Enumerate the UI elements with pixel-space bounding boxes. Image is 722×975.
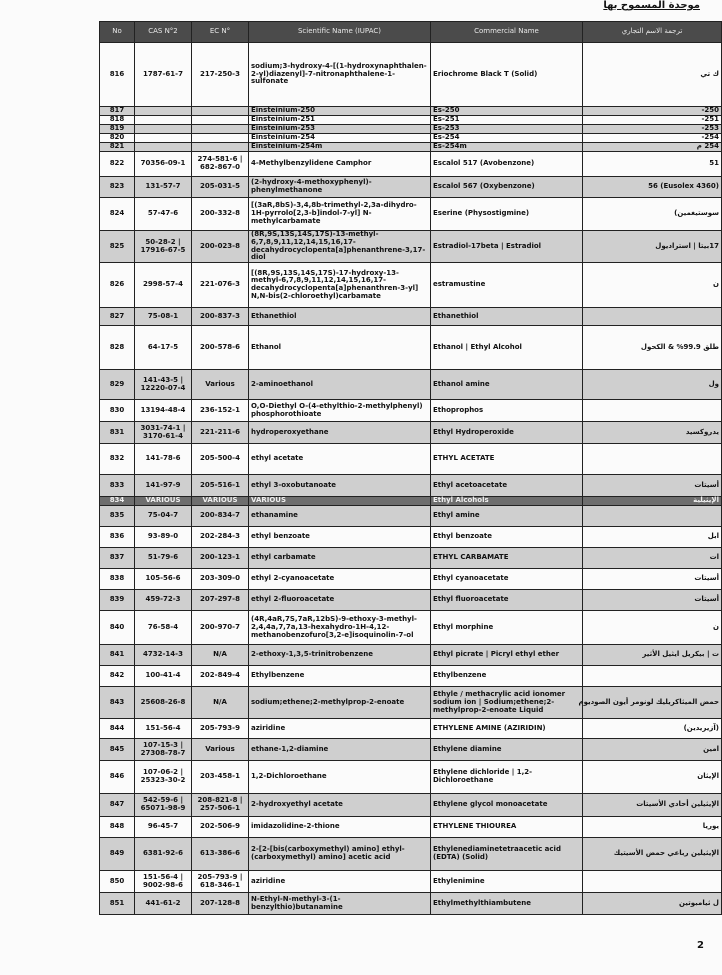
cell-scientific-name: ethyl acetate	[249, 444, 431, 475]
cell-scientific-name: 2-aminoethanol	[249, 370, 431, 400]
cell-cas-number	[135, 134, 192, 143]
cell-no: 844	[100, 719, 135, 739]
cell-commercial-name: ETHYL ACETATE	[431, 444, 583, 475]
cell-commercial-name: Ethyl acetoacetate	[431, 475, 583, 497]
cell-ec-number: 200-332-8	[192, 198, 249, 231]
cell-commercial-name: Ethyl amine	[431, 506, 583, 527]
cell-scientific-name: ethyl 2-fluoroacetate	[249, 590, 431, 611]
cell-ec-number: 202-506-9	[192, 817, 249, 838]
cell-commercial-name: Estradiol-17beta | Estradiol	[431, 231, 583, 263]
table-row	[100, 893, 722, 915]
cell-scientific-name: 2-ethoxy-1,3,5-trinitrobenzene	[249, 645, 431, 666]
cell-ec-number: 217-250-3	[192, 43, 249, 107]
cell-no: 845	[100, 739, 135, 761]
cell-no: 836	[100, 527, 135, 548]
cell-commercial-name: estramustine	[431, 263, 583, 308]
cell-arabic-translation	[583, 308, 722, 326]
cell-no: 816	[100, 43, 135, 107]
cell-no: 831	[100, 422, 135, 444]
cell-cas-number: 75-08-1	[135, 308, 192, 326]
cell-cas-number	[135, 107, 192, 116]
cell-ec-number: 205-793-9 | 618-346-1	[192, 871, 249, 893]
cell-scientific-name: ethyl 3-oxobutanoate	[249, 475, 431, 497]
cell-ec-number: 205-793-9	[192, 719, 249, 739]
cell-commercial-name: Escalol 517 (Avobenzone)	[431, 152, 583, 177]
cell-commercial-name: Ethyl picrate | Picryl ethyl ether	[431, 645, 583, 666]
cell-commercial-name: Ethyl benzoate	[431, 527, 583, 548]
cell-cas-number: 459-72-3	[135, 590, 192, 611]
cell-cas-number: 141-43-5 | 12220-07-4	[135, 370, 192, 400]
cell-ec-number: 207-128-8	[192, 893, 249, 915]
cell-arabic-translation: ك تي	[583, 43, 722, 107]
cell-arabic-translation	[583, 444, 722, 475]
cell-commercial-name: ETHYLENE AMINE (AZIRIDIN)	[431, 719, 583, 739]
cell-arabic-translation: الإيثيلين رباعي حمض الأسيتيك	[583, 838, 722, 871]
cell-no: 824	[100, 198, 135, 231]
cell-scientific-name: O,O-Diethyl O-(4-ethylthio-2-methylphenyl) phosphorothioate	[249, 400, 431, 422]
cell-commercial-name: Ethanol | Ethyl Alcohol	[431, 326, 583, 370]
cell-commercial-name: Es-250	[431, 107, 583, 116]
cell-arabic-translation: 253-	[583, 125, 722, 134]
cell-no: 827	[100, 308, 135, 326]
table-header-row	[100, 22, 722, 43]
table-row	[100, 761, 722, 794]
cell-ec-number	[192, 116, 249, 125]
cell-ec-number: 200-970-7	[192, 611, 249, 645]
column-header-cas: CAS N°2	[135, 22, 192, 43]
cell-commercial-name: Es-254	[431, 134, 583, 143]
cell-cas-number: 2998-57-4	[135, 263, 192, 308]
cell-arabic-translation: أسيتات	[583, 590, 722, 611]
cell-cas-number: VARIOUS	[135, 497, 192, 506]
cell-arabic-translation: حمض الميثاكريليك لونومر أيون الصوديوم	[583, 687, 722, 719]
cell-arabic-translation: 51	[583, 152, 722, 177]
cell-arabic-translation	[583, 400, 722, 422]
cell-scientific-name: 4-Methylbenzylidene Camphor	[249, 152, 431, 177]
cell-commercial-name: Ethylmethylthiambutene	[431, 893, 583, 915]
table-row	[100, 719, 722, 739]
table-row	[100, 645, 722, 666]
cell-cas-number: 441-61-2	[135, 893, 192, 915]
cell-ec-number: 236-152-1	[192, 400, 249, 422]
cell-no: 828	[100, 326, 135, 370]
cell-cas-number: 51-79-6	[135, 548, 192, 569]
cell-cas-number: 93-89-0	[135, 527, 192, 548]
cell-no: 850	[100, 871, 135, 893]
cell-arabic-translation: 17بيتا | استراديول	[583, 231, 722, 263]
cell-arabic-translation	[583, 871, 722, 893]
cell-no: 819	[100, 125, 135, 134]
table-row	[100, 548, 722, 569]
cell-cas-number: 105-56-6	[135, 569, 192, 590]
cell-cas-number: 4732-14-3	[135, 645, 192, 666]
cell-ec-number: 208-821-8 | 257-506-1	[192, 794, 249, 817]
cell-cas-number: 75-04-7	[135, 506, 192, 527]
cell-no: 834	[100, 497, 135, 506]
cell-cas-number: 6381-92-6	[135, 838, 192, 871]
table-row	[100, 794, 722, 817]
cell-cas-number: 50-28-2 | 17916-67-5	[135, 231, 192, 263]
cell-cas-number: 107-15-3 | 27308-78-7	[135, 739, 192, 761]
cell-ec-number: Various	[192, 370, 249, 400]
cell-scientific-name: ethanamine	[249, 506, 431, 527]
cell-arabic-translation: ول	[583, 370, 722, 400]
column-header-arabic-translation: ترجمة الاسم التجاري	[583, 22, 722, 43]
cell-arabic-translation: ن	[583, 611, 722, 645]
cell-cas-number	[135, 116, 192, 125]
cell-ec-number: 613-386-6	[192, 838, 249, 871]
cell-scientific-name: aziridine	[249, 871, 431, 893]
cell-no: 818	[100, 116, 135, 125]
cell-no: 841	[100, 645, 135, 666]
cell-no: 823	[100, 177, 135, 198]
cell-arabic-translation: (آزيريدين)	[583, 719, 722, 739]
cell-arabic-translation: يوريا	[583, 817, 722, 838]
cell-scientific-name: sodium;3-hydroxy-4-[(1-hydroxynaphthalen-2-yl)diazenyl]-7-nitronaphthalene-1-sulfonate	[249, 43, 431, 107]
cell-scientific-name: (2-hydroxy-4-methoxyphenyl)-phenylmethanone	[249, 177, 431, 198]
cell-commercial-name: Ethylene glycol monoacetate	[431, 794, 583, 817]
table-row	[100, 263, 722, 308]
cell-commercial-name: ETHYL CARBAMATE	[431, 548, 583, 569]
cell-ec-number: N/A	[192, 687, 249, 719]
substances-table-container	[99, 21, 719, 921]
cell-cas-number: 542-59-6 | 65071-98-9	[135, 794, 192, 817]
table-row	[100, 107, 722, 116]
cell-scientific-name: ethyl benzoate	[249, 527, 431, 548]
cell-arabic-translation: سوستيغمين)	[583, 198, 722, 231]
cell-ec-number: 221-076-3	[192, 263, 249, 308]
cell-cas-number: 64-17-5	[135, 326, 192, 370]
cell-ec-number	[192, 125, 249, 134]
cell-scientific-name: 2-hydroxyethyl acetate	[249, 794, 431, 817]
cell-scientific-name: Ethylbenzene	[249, 666, 431, 687]
cell-arabic-translation: أسيتات	[583, 569, 722, 590]
cell-no: 830	[100, 400, 135, 422]
cell-arabic-translation: ل ثيامبوتين	[583, 893, 722, 915]
column-header-ec: EC N°	[192, 22, 249, 43]
cell-commercial-name: Ethyl Alcohols	[431, 497, 583, 506]
cell-scientific-name: [(3aR,8bS)-3,4,8b-trimethyl-2,3a-dihydro-1H-pyrrolo[2,3-b]indol-7-yl] N-methylcarbamate	[249, 198, 431, 231]
cell-ec-number: 202-284-3	[192, 527, 249, 548]
cell-cas-number: 141-97-9	[135, 475, 192, 497]
cell-arabic-translation: 254 م	[583, 143, 722, 152]
table-row	[100, 444, 722, 475]
cell-scientific-name: Ethanol	[249, 326, 431, 370]
table-row	[100, 506, 722, 527]
cell-ec-number: 205-500-4	[192, 444, 249, 475]
cell-commercial-name: Ethyl Hydroperoxide	[431, 422, 583, 444]
cell-arabic-translation: الإيثيلية	[583, 497, 722, 506]
cell-ec-number: 200-123-1	[192, 548, 249, 569]
cell-commercial-name: Ethylenediaminetetraacetic acid (EDTA) (Solid)	[431, 838, 583, 871]
cell-ec-number: VARIOUS	[192, 497, 249, 506]
cell-cas-number: 107-06-2 | 25323-30-2	[135, 761, 192, 794]
cell-no: 849	[100, 838, 135, 871]
cell-no: 833	[100, 475, 135, 497]
cell-commercial-name: Escalol 567 (Oxybenzone)	[431, 177, 583, 198]
cell-cas-number: 151-56-4 | 9002-98-6	[135, 871, 192, 893]
cell-scientific-name: Einsteinium-253	[249, 125, 431, 134]
cell-no: 825	[100, 231, 135, 263]
cell-ec-number: 221-211-6	[192, 422, 249, 444]
cell-cas-number: 151-56-4	[135, 719, 192, 739]
cell-arabic-translation: يدروكسيد	[583, 422, 722, 444]
page-number: 2	[697, 940, 704, 951]
cell-scientific-name: Einsteinium-254	[249, 134, 431, 143]
cell-ec-number: 207-297-8	[192, 590, 249, 611]
cell-arabic-translation	[583, 506, 722, 527]
cell-cas-number: 131-57-7	[135, 177, 192, 198]
table-row	[100, 152, 722, 177]
cell-scientific-name: N-Ethyl-N-methyl-3-(1-benzylthio)butanamine	[249, 893, 431, 915]
table-row	[100, 116, 722, 125]
cell-commercial-name: Eriochrome Black T (Solid)	[431, 43, 583, 107]
cell-commercial-name: ETHYLENE THIOUREA	[431, 817, 583, 838]
table-row	[100, 871, 722, 893]
cell-scientific-name: Einsteinium-254m	[249, 143, 431, 152]
cell-no: 826	[100, 263, 135, 308]
cell-no: 822	[100, 152, 135, 177]
cell-scientific-name: VARIOUS	[249, 497, 431, 506]
cell-cas-number: 3031-74-1 | 3170-61-4	[135, 422, 192, 444]
table-row	[100, 611, 722, 645]
cell-no: 838	[100, 569, 135, 590]
cell-cas-number	[135, 143, 192, 152]
table-row	[100, 400, 722, 422]
cell-commercial-name: Ethylene dichloride | 1,2-Dichloroethane	[431, 761, 583, 794]
cell-no: 832	[100, 444, 135, 475]
cell-ec-number: 200-023-8	[192, 231, 249, 263]
column-header-no: No	[100, 22, 135, 43]
cell-no: 821	[100, 143, 135, 152]
cell-arabic-translation: ابل	[583, 527, 722, 548]
cell-ec-number	[192, 107, 249, 116]
cell-commercial-name: Ethylene diamine	[431, 739, 583, 761]
cell-scientific-name: (8R,9S,13S,14S,17S)-13-methyl-6,7,8,9,11,12,14,15,16,17-decahydrocyclopenta[a]phenanthrene-3,17-diol	[249, 231, 431, 263]
cell-arabic-translation: ات	[583, 548, 722, 569]
table-row	[100, 370, 722, 400]
table-row	[100, 569, 722, 590]
cell-arabic-translation: ن	[583, 263, 722, 308]
cell-no: 840	[100, 611, 135, 645]
cell-ec-number: 200-837-3	[192, 308, 249, 326]
cell-ec-number: 200-578-6	[192, 326, 249, 370]
substances-table	[99, 21, 722, 915]
cell-ec-number	[192, 143, 249, 152]
cell-ec-number: N/A	[192, 645, 249, 666]
table-row	[100, 590, 722, 611]
cell-scientific-name: Ethanethiol	[249, 308, 431, 326]
table-row	[100, 43, 722, 107]
cell-commercial-name: Ethoprophos	[431, 400, 583, 422]
cell-no: 835	[100, 506, 135, 527]
table-row	[100, 475, 722, 497]
table-row	[100, 527, 722, 548]
table-row	[100, 198, 722, 231]
cell-commercial-name: Es-253	[431, 125, 583, 134]
cell-scientific-name: Einsteinium-251	[249, 116, 431, 125]
cell-commercial-name: Es-251	[431, 116, 583, 125]
cell-cas-number: 13194-48-4	[135, 400, 192, 422]
cell-no: 851	[100, 893, 135, 915]
cell-scientific-name: 2-[2-[bis(carboxymethyl) amino] ethyl-(carboxymethyl) amino] acetic acid	[249, 838, 431, 871]
cell-no: 846	[100, 761, 135, 794]
cell-scientific-name: aziridine	[249, 719, 431, 739]
column-header-commercial-name: Commercial Name	[431, 22, 583, 43]
cell-commercial-name: Ethanethiol	[431, 308, 583, 326]
cell-no: 817	[100, 107, 135, 116]
cell-commercial-name: Ethylbenzene	[431, 666, 583, 687]
table-row	[100, 666, 722, 687]
cell-ec-number: 202-849-4	[192, 666, 249, 687]
table-row	[100, 231, 722, 263]
cell-cas-number: 70356-09-1	[135, 152, 192, 177]
cell-arabic-translation: طلق 99.9% & الكحول	[583, 326, 722, 370]
cell-no: 837	[100, 548, 135, 569]
cell-commercial-name: Ethyl fluoroacetate	[431, 590, 583, 611]
cell-no: 848	[100, 817, 135, 838]
cell-scientific-name: 1,2-Dichloroethane	[249, 761, 431, 794]
cell-no: 839	[100, 590, 135, 611]
table-row	[100, 326, 722, 370]
cell-no: 842	[100, 666, 135, 687]
cell-scientific-name: sodium;ethene;2-methylprop-2-enoate	[249, 687, 431, 719]
table-row	[100, 308, 722, 326]
table-row	[100, 817, 722, 838]
cell-scientific-name: [(8R,9S,13S,14S,17S)-17-hydroxy-13-methyl-6,7,8,9,11,12,14,15,16,17-decahydrocyclopenta[a]phenanthren-3-yl] N,N-bis(2-chloroethyl)carbamate	[249, 263, 431, 308]
cell-ec-number: 203-309-0	[192, 569, 249, 590]
cell-arabic-translation: الإيثيلين أحادي الأسيتات	[583, 794, 722, 817]
cell-scientific-name: (4R,4aR,7S,7aR,12bS)-9-ethoxy-3-methyl-2,4,4a,7,7a,13-hexahydro-1H-4,12-methanobenzofuro[3,2-e]isoquinolin-7-ol	[249, 611, 431, 645]
cell-arabic-translation: أسيتات	[583, 475, 722, 497]
cell-no: 829	[100, 370, 135, 400]
cell-scientific-name: ethyl 2-cyanoacetate	[249, 569, 431, 590]
table-row	[100, 838, 722, 871]
cell-no: 847	[100, 794, 135, 817]
table-row	[100, 497, 722, 506]
cell-scientific-name: hydroperoxyethane	[249, 422, 431, 444]
table-row	[100, 134, 722, 143]
cell-ec-number: 205-031-5	[192, 177, 249, 198]
column-header-scientific-name: Scientific Name (IUPAC)	[249, 22, 431, 43]
cell-ec-number: 203-458-1	[192, 761, 249, 794]
table-row	[100, 422, 722, 444]
cell-cas-number: 25608-26-8	[135, 687, 192, 719]
cell-cas-number: 76-58-4	[135, 611, 192, 645]
cell-ec-number: 200-834-7	[192, 506, 249, 527]
cell-arabic-translation	[583, 666, 722, 687]
cell-cas-number: 141-78-6	[135, 444, 192, 475]
cell-commercial-name: Ethyl cyanoacetate	[431, 569, 583, 590]
cell-arabic-translation: 254-	[583, 134, 722, 143]
cell-commercial-name: Ethylenimine	[431, 871, 583, 893]
cell-arabic-translation: ت | بيكريل ايثيل الأثير	[583, 645, 722, 666]
page-title: موحدة المسموح بها	[603, 0, 700, 11]
cell-commercial-name: Es-254m	[431, 143, 583, 152]
cell-ec-number	[192, 134, 249, 143]
cell-commercial-name: Ethyl morphine	[431, 611, 583, 645]
cell-cas-number: 1787-61-7	[135, 43, 192, 107]
cell-scientific-name: ethane-1,2-diamine	[249, 739, 431, 761]
cell-commercial-name: Eserine (Physostigmine)	[431, 198, 583, 231]
cell-arabic-translation: 250-	[583, 107, 722, 116]
cell-commercial-name: Ethanol amine	[431, 370, 583, 400]
cell-no: 843	[100, 687, 135, 719]
table-row	[100, 687, 722, 719]
cell-no: 820	[100, 134, 135, 143]
cell-arabic-translation: 251-	[583, 116, 722, 125]
table-row	[100, 143, 722, 152]
cell-arabic-translation: (Eusolex 4360) 56	[583, 177, 722, 198]
cell-arabic-translation: الإيثان	[583, 761, 722, 794]
cell-commercial-name: Ethyle / methacrylic acid ionomer sodium ion | Sodium;ethene;2-methylprop-2-enoate Liquid	[431, 687, 583, 719]
cell-scientific-name: ethyl carbamate	[249, 548, 431, 569]
cell-arabic-translation: امين	[583, 739, 722, 761]
table-row	[100, 125, 722, 134]
cell-cas-number: 100-41-4	[135, 666, 192, 687]
cell-ec-number: 205-516-1	[192, 475, 249, 497]
cell-cas-number: 96-45-7	[135, 817, 192, 838]
table-row	[100, 177, 722, 198]
cell-ec-number: Various	[192, 739, 249, 761]
cell-cas-number	[135, 125, 192, 134]
table-row	[100, 739, 722, 761]
cell-ec-number: 274-581-6 | 682-867-0	[192, 152, 249, 177]
cell-scientific-name: imidazolidine-2-thione	[249, 817, 431, 838]
cell-scientific-name: Einsteinium-250	[249, 107, 431, 116]
cell-cas-number: 57-47-6	[135, 198, 192, 231]
